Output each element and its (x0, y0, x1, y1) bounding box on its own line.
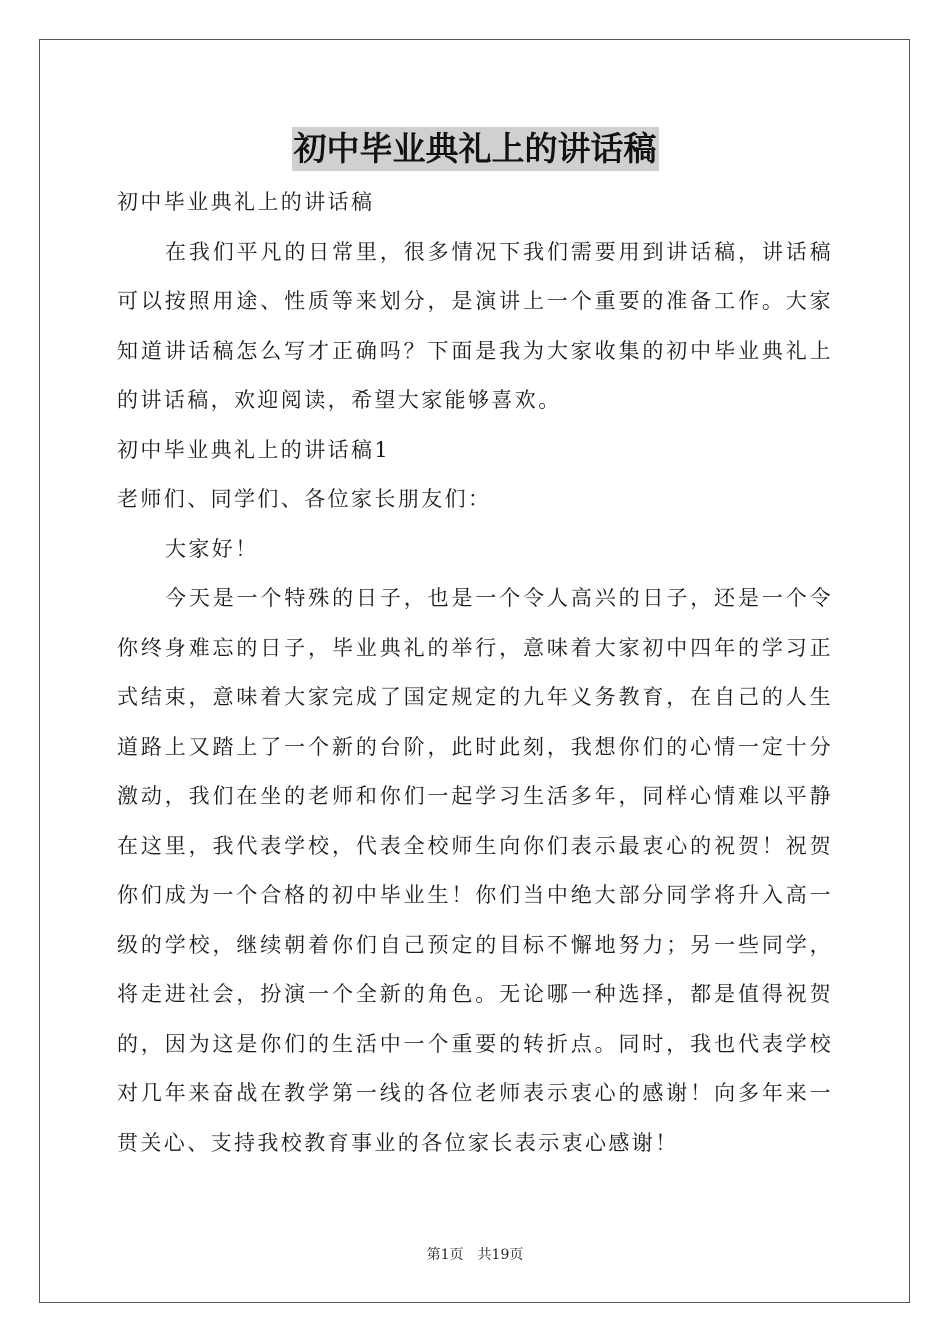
paragraph-salutation: 老师们、同学们、各位家长朋友们： (117, 487, 492, 511)
paragraph-speech-body: 今天是一个特殊的日子，也是一个令人高兴的日子，还是一个令你终身难忘的日子，毕业典礼的举行，意味着大家初中四年的学习正式结束，意味着大家完成了国定规定的九年义务教育，在自己的人生道路上又踏上了一个新的台阶，此时此刻，我想你们的心情一定十分激动，我们在坐的老师和你们一起学习生活多年，同样心情难以平静在这里，我代表学校，代表全校师生向你们表示最衷心的祝贺！祝贺你们成为一个合格的初中毕业生！你们当中绝大部分同学将升入高一级的学校，继续朝着你们自己预定的目标不懈地努力；另一些同学，将走进社会，扮演一个全新的角色。无论哪一种选择，都是值得祝贺的，因为这是你们的生活中一个重要的转折点。同时，我也代表学校对几年来奋战在教学第一线的各位老师表示衷心的感谢！向多年来一贯关心、支持我校教育事业的各位家长表示衷心感谢！ (117, 586, 833, 1155)
document-title: 初中毕业典礼上的讲话稿 (292, 127, 659, 171)
paragraph-subtitle: 初中毕业典礼上的讲话稿 (117, 190, 375, 214)
title-container (0, 127, 950, 171)
paragraph-intro: 在我们平凡的日常里，很多情况下我们需要用到讲话稿，讲话稿可以按照用途、性质等来划分，是演讲上一个重要的准备工作。大家知道讲话稿怎么写才正确吗？下面是我为大家收集的初中毕业典礼上的讲话稿，欢迎阅读，希望大家能够喜欢。 (117, 239, 833, 412)
paragraph-greeting: 大家好！ (165, 536, 259, 561)
document-body (117, 178, 833, 1168)
page-footer: 第1页 共19页 (426, 1247, 524, 1263)
paragraph-section-heading: 初中毕业典礼上的讲话稿1 (117, 437, 391, 462)
